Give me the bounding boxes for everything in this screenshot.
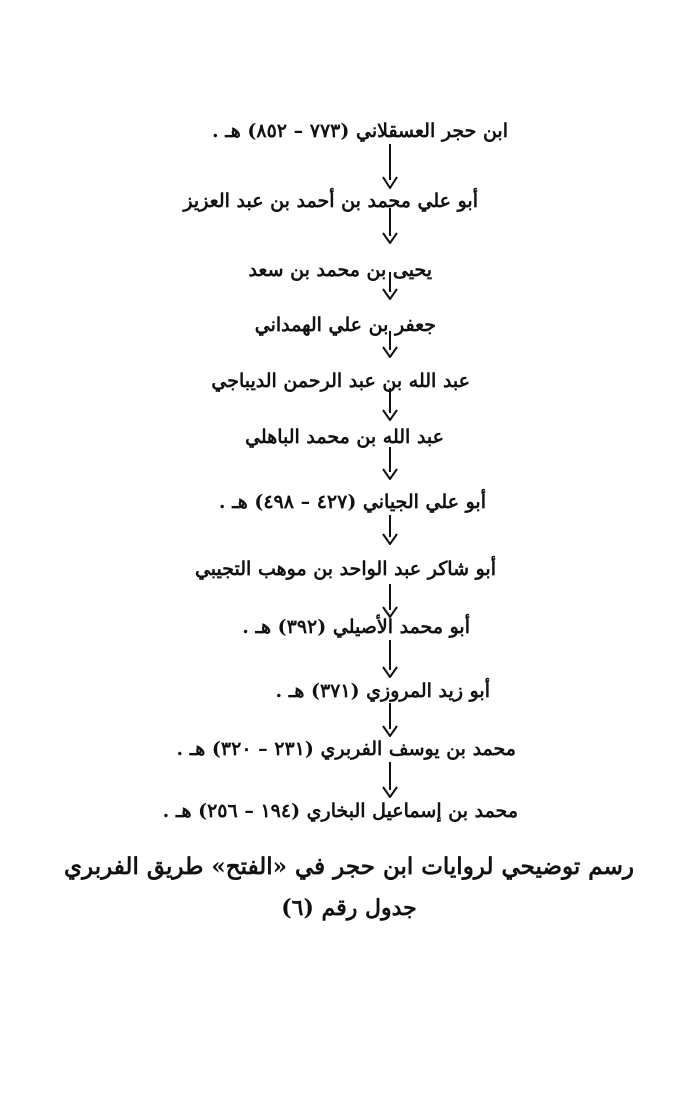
chain-node-2: أبو علي محمد بن أحمد بن عبد العزيز (183, 190, 478, 212)
chain-node-7: أبو علي الجياني (٤٢٧ – ٤٩٨) هـ . (218, 491, 486, 513)
chain-node-8: أبو شاكر عبد الواحد بن موهب التجيبي (194, 558, 496, 580)
down-arrow-icon (378, 640, 402, 678)
chain-node-6: عبد الله بن محمد الباهلي (245, 426, 444, 448)
chain-node-1: ابن حجر العسقلاني (٧٧٣ – ٨٥٢) هـ . (211, 120, 508, 142)
chain-node-4: جعفر بن علي الهمداني (254, 314, 436, 336)
chain-node-11: محمد بن يوسف الفربري (٢٣١ – ٣٢٠) هـ . (176, 738, 516, 760)
down-arrow-icon (378, 447, 402, 480)
chain-node-10: أبو زيد المروزي (٣٧١) هـ . (275, 680, 490, 702)
down-arrow-icon (378, 703, 402, 737)
down-arrow-icon (378, 388, 402, 421)
chain-node-9: أبو محمد الأصيلي (٣٩٢) هـ . (242, 616, 470, 638)
chain-node-3: يحيى بن محمد بن سعد (248, 259, 432, 281)
down-arrow-icon (378, 331, 402, 358)
chain-node-5: عبد الله بن عبد الرحمن الديباجي (211, 370, 470, 392)
down-arrow-icon (378, 584, 402, 618)
diagram-caption-title: رسم توضيحي لروايات ابن حجر في «الفتح» طريق الفربري (64, 853, 634, 880)
down-arrow-icon (378, 272, 402, 300)
down-arrow-icon (378, 762, 402, 798)
down-arrow-icon (378, 144, 402, 189)
diagram-caption-subtitle: جدول رقم (٦) (281, 895, 417, 921)
chain-node-12: محمد بن إسماعيل البخاري (١٩٤ – ٢٥٦) هـ . (162, 800, 518, 822)
down-arrow-icon (378, 208, 402, 244)
down-arrow-icon (378, 515, 402, 545)
